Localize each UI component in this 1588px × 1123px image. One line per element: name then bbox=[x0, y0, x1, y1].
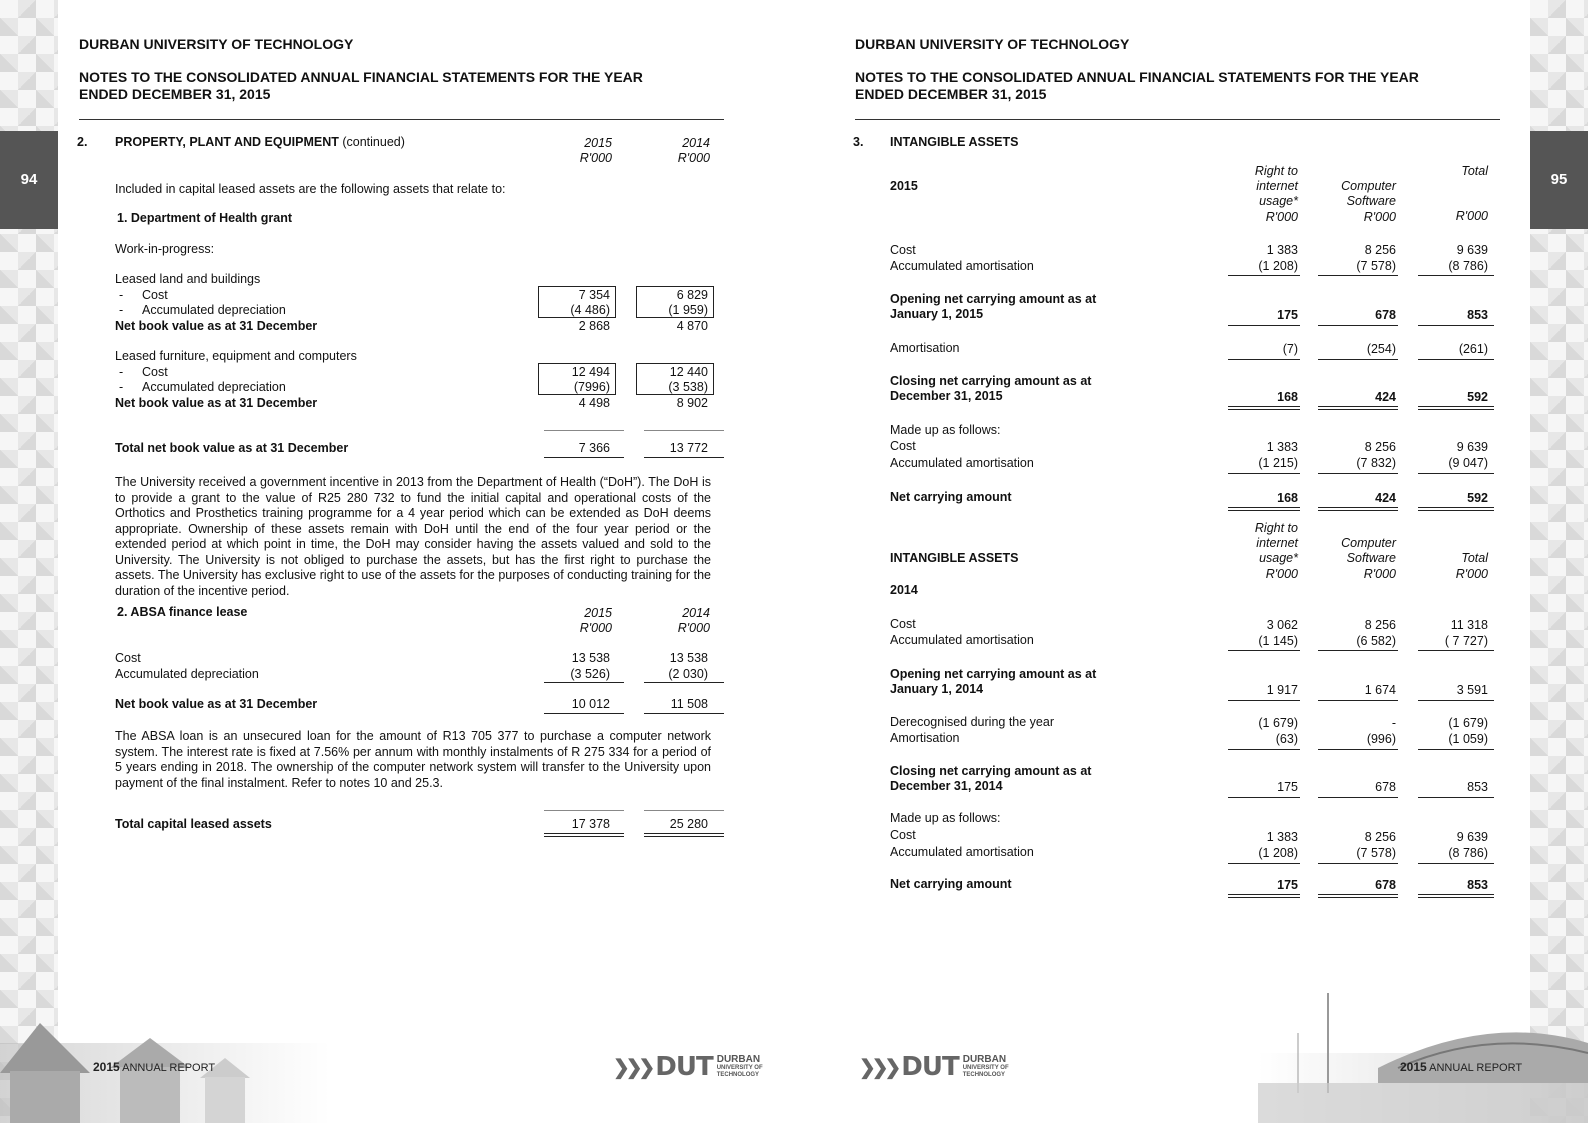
section-title-text: PROPERTY, PLANT AND EQUIPMENT bbox=[115, 135, 339, 149]
rule bbox=[1228, 650, 1300, 651]
logo-line3: TECHNOLOGY bbox=[716, 1072, 760, 1078]
rule bbox=[1418, 275, 1494, 276]
derec-2014-c: (1 679) bbox=[1448, 716, 1488, 730]
section-title bbox=[115, 135, 405, 149]
subsection-absa: 2. ABSA finance lease bbox=[117, 605, 248, 619]
page-number-right: 95 bbox=[1530, 131, 1588, 229]
cost-label: Cost bbox=[142, 365, 168, 379]
amort-2015-b: (254) bbox=[1366, 342, 1396, 356]
footer-label: ANNUAL REPORT bbox=[1429, 1062, 1523, 1074]
net-2014-c: 853 bbox=[1467, 878, 1488, 892]
opening-2015-line1: Opening net carrying amount as at bbox=[890, 292, 1097, 306]
opening-2014-b: 1 674 bbox=[1364, 683, 1396, 697]
mu-cost-2014-b: 8 256 bbox=[1364, 830, 1396, 844]
col-a-line1: Right to bbox=[1254, 164, 1298, 178]
acc-2015-a: (1 208) bbox=[1258, 259, 1298, 273]
double-rule bbox=[1228, 894, 1300, 898]
acc-2015-b: (7 578) bbox=[1356, 259, 1396, 273]
rule bbox=[1318, 325, 1398, 326]
col-unit: R'000 bbox=[677, 151, 710, 165]
section3-number: 3. bbox=[853, 135, 864, 149]
footer-year: 2015 bbox=[1400, 1060, 1427, 1074]
absa-acc-label: Accumulated depreciation bbox=[115, 667, 259, 681]
closing-2015-line1: Closing net carrying amount as at bbox=[890, 374, 1092, 388]
opening-2014-c: 3 591 bbox=[1456, 683, 1488, 697]
rule bbox=[1318, 359, 1398, 360]
rule bbox=[644, 810, 724, 811]
logo-text: DUT bbox=[901, 1052, 959, 1082]
col-c-unit: R'000 bbox=[1455, 209, 1488, 223]
opening-2015-b: 678 bbox=[1375, 308, 1396, 322]
absa-nbv-label: Net book value as at 31 December bbox=[115, 697, 318, 711]
acc-2014-c: ( 7 727) bbox=[1444, 634, 1488, 648]
rule bbox=[1418, 749, 1494, 750]
derec-2014-b: - bbox=[1391, 716, 1396, 730]
double-rule bbox=[1418, 894, 1494, 898]
mu-acc-2015-a: (1 215) bbox=[1258, 456, 1298, 470]
net-2015-a: 168 bbox=[1277, 491, 1298, 505]
rule bbox=[544, 682, 624, 683]
opening-2014-line1: Opening net carrying amount as at bbox=[890, 667, 1097, 681]
rule bbox=[644, 430, 724, 431]
absa-nbv-2015: 10 012 bbox=[571, 697, 610, 711]
closing-2014-b: 678 bbox=[1375, 780, 1396, 794]
amort-2014-a: (63) bbox=[1275, 732, 1298, 746]
total-capital-2014: 25 280 bbox=[669, 817, 708, 831]
rule bbox=[1318, 863, 1398, 864]
rule bbox=[1318, 700, 1398, 701]
rule bbox=[1318, 275, 1398, 276]
col-2014: 2014 bbox=[682, 606, 710, 620]
cost-2015-a: 1 383 bbox=[1266, 243, 1298, 257]
col-c-unit: R'000 bbox=[1455, 567, 1488, 581]
mu-acc-2015-c: (9 047) bbox=[1448, 456, 1488, 470]
acc-dep-label: Accumulated depreciation bbox=[142, 303, 286, 317]
acc-amort-label: Accumulated amortisation bbox=[890, 259, 1034, 273]
double-rule bbox=[1418, 406, 1494, 410]
closing-2015-c: 592 bbox=[1467, 390, 1488, 404]
net-2014-b: 678 bbox=[1375, 878, 1396, 892]
intro-text: Included in capital leased assets are the following assets that relate to: bbox=[115, 182, 506, 196]
rule bbox=[1228, 473, 1300, 474]
col-c-total: Total bbox=[1461, 551, 1488, 565]
amortisation-label: Amortisation bbox=[890, 341, 960, 355]
col-b-unit: R'000 bbox=[1363, 210, 1396, 224]
furn-nbv-2015: 4 498 bbox=[578, 396, 610, 410]
rule bbox=[1228, 749, 1300, 750]
rule bbox=[1228, 325, 1300, 326]
rule bbox=[544, 430, 624, 431]
mu-cost-2015-a: 1 383 bbox=[1266, 440, 1298, 454]
land-title: Leased land and buildings bbox=[115, 272, 261, 286]
net-carrying-label: Net carrying amount bbox=[890, 490, 1012, 504]
double-rule bbox=[1228, 507, 1300, 511]
furniture-title: Leased furniture, equipment and computers bbox=[115, 349, 357, 363]
land-acc-2014: (1 959) bbox=[668, 303, 708, 317]
col-a-unit: R'000 bbox=[1265, 567, 1298, 581]
derec-2014-a: (1 679) bbox=[1258, 716, 1298, 730]
net-2015-c: 592 bbox=[1467, 491, 1488, 505]
header-rule-left bbox=[79, 119, 724, 120]
furn-cost-2014: 12 440 bbox=[669, 365, 708, 379]
absa-acc-2014: (2 030) bbox=[668, 667, 708, 681]
rule bbox=[1418, 473, 1494, 474]
cost-2015-b: 8 256 bbox=[1364, 243, 1396, 257]
acc-2015-c: (8 786) bbox=[1448, 259, 1488, 273]
double-rule bbox=[1418, 507, 1494, 511]
col-unit: R'000 bbox=[579, 151, 612, 165]
year-2015: 2015 bbox=[890, 179, 918, 193]
net-2015-b: 424 bbox=[1375, 491, 1396, 505]
col-a-line3: usage* bbox=[1259, 551, 1298, 565]
opening-2015-line2: January 1, 2015 bbox=[890, 307, 984, 321]
absa-acc-2015: (3 526) bbox=[570, 667, 610, 681]
dash: - bbox=[119, 303, 124, 317]
col-2014: 2014 bbox=[682, 136, 710, 150]
land-cost-2015: 7 354 bbox=[578, 288, 610, 302]
furn-cost-2015: 12 494 bbox=[571, 365, 610, 379]
stadium-illustration bbox=[1258, 983, 1588, 1123]
made-up-label: Made up as follows: bbox=[890, 423, 1001, 437]
rule bbox=[1228, 700, 1300, 701]
double-rule bbox=[544, 833, 624, 837]
nbv-label: Net book value as at 31 December bbox=[115, 396, 318, 410]
absa-cost-2014: 13 538 bbox=[669, 651, 708, 665]
net-carrying-label: Net carrying amount bbox=[890, 877, 1012, 891]
total-nbv-2014: 13 772 bbox=[669, 441, 708, 455]
rule bbox=[1228, 863, 1300, 864]
absa-cost-2015: 13 538 bbox=[571, 651, 610, 665]
rule bbox=[1418, 700, 1494, 701]
double-rule bbox=[644, 833, 724, 837]
col-a-unit: R'000 bbox=[1265, 210, 1298, 224]
amort-2014-c: (1 059) bbox=[1448, 732, 1488, 746]
closing-2014-line2: December 31, 2014 bbox=[890, 779, 1003, 793]
cost-2014-b: 8 256 bbox=[1364, 618, 1396, 632]
col-a-line1: Right to bbox=[1254, 521, 1298, 535]
acc-amort-label: Accumulated amortisation bbox=[890, 845, 1034, 859]
mu-acc-2015-b: (7 832) bbox=[1356, 456, 1396, 470]
total-capital-2015: 17 378 bbox=[571, 817, 610, 831]
logo-line2: UNIVERSITY OF bbox=[716, 1065, 763, 1071]
closing-2015-a: 168 bbox=[1277, 390, 1298, 404]
footer-label: ANNUAL REPORT bbox=[122, 1062, 216, 1074]
cost-label: Cost bbox=[890, 439, 916, 453]
col-a-line2: internet bbox=[1256, 179, 1298, 193]
acc-2014-b: (6 582) bbox=[1356, 634, 1396, 648]
furn-nbv-2014: 8 902 bbox=[676, 396, 708, 410]
intangible-title-2014: INTANGIBLE ASSETS bbox=[890, 551, 1019, 565]
rule bbox=[1228, 797, 1300, 798]
double-rule bbox=[1228, 406, 1300, 410]
col-2015: 2015 bbox=[584, 606, 612, 620]
absa-nbv-2014: 11 508 bbox=[670, 697, 708, 711]
col-b-line1: Computer bbox=[1341, 179, 1396, 193]
double-rule bbox=[1318, 406, 1398, 410]
subsection-doh: 1. Department of Health grant bbox=[117, 211, 293, 225]
col-unit: R'000 bbox=[579, 621, 612, 635]
huts-illustration bbox=[0, 983, 330, 1123]
dash: - bbox=[119, 288, 124, 302]
rule bbox=[544, 810, 624, 811]
cost-label: Cost bbox=[890, 617, 916, 631]
opening-2015-a: 175 bbox=[1277, 308, 1298, 322]
notes-title-right-2: ENDED DECEMBER 31, 2015 bbox=[855, 86, 1047, 102]
dut-logo-left bbox=[613, 1052, 763, 1082]
derecognised-label: Derecognised during the year bbox=[890, 715, 1054, 729]
mu-cost-2014-a: 1 383 bbox=[1266, 830, 1298, 844]
rule bbox=[1418, 359, 1494, 360]
col-c-total: Total bbox=[1461, 164, 1488, 178]
rule bbox=[1228, 359, 1300, 360]
acc-dep-label: Accumulated depreciation bbox=[142, 380, 286, 394]
footer-annual-report-left bbox=[93, 1060, 215, 1074]
notes-title-right-1: NOTES TO THE CONSOLIDATED ANNUAL FINANCIAL STATEMENTS FOR THE YEAR bbox=[855, 69, 1419, 85]
cost-2014-a: 3 062 bbox=[1266, 618, 1298, 632]
land-cost-2014: 6 829 bbox=[676, 288, 708, 302]
land-acc-2015: (4 486) bbox=[570, 303, 610, 317]
mu-acc-2014-a: (1 208) bbox=[1258, 846, 1298, 860]
section-number: 2. bbox=[77, 135, 88, 149]
closing-2014-line1: Closing net carrying amount as at bbox=[890, 764, 1092, 778]
rule bbox=[1318, 797, 1398, 798]
nbv-label: Net book value as at 31 December bbox=[115, 319, 318, 333]
total-nbv-label: Total net book value as at 31 December bbox=[115, 441, 349, 455]
logo-line1: DURBAN bbox=[716, 1054, 761, 1065]
notes-title-left-2: ENDED DECEMBER 31, 2015 bbox=[79, 86, 271, 102]
rule bbox=[544, 457, 624, 458]
year-2014: 2014 bbox=[890, 583, 918, 597]
footer-year: 2015 bbox=[93, 1060, 120, 1074]
land-nbv-2014: 4 870 bbox=[676, 319, 708, 333]
col-a-line3: usage* bbox=[1259, 194, 1298, 208]
cost-2015-c: 9 639 bbox=[1456, 243, 1488, 257]
institution-title-left: DURBAN UNIVERSITY OF TECHNOLOGY bbox=[79, 36, 354, 52]
mu-cost-2014-c: 9 639 bbox=[1456, 830, 1488, 844]
rule bbox=[1418, 797, 1494, 798]
acc-2014-a: (1 145) bbox=[1258, 634, 1298, 648]
col-b-line1: Computer bbox=[1341, 536, 1396, 550]
rule bbox=[1318, 650, 1398, 651]
cost-label: Cost bbox=[142, 288, 168, 302]
dash: - bbox=[119, 380, 124, 394]
mu-acc-2014-c: (8 786) bbox=[1448, 846, 1488, 860]
dut-logo-right bbox=[859, 1052, 1009, 1082]
mu-cost-2015-c: 9 639 bbox=[1456, 440, 1488, 454]
amortisation-label: Amortisation bbox=[890, 731, 960, 745]
col-b-unit: R'000 bbox=[1363, 567, 1396, 581]
col-a-line2: internet bbox=[1256, 536, 1298, 550]
acc-amort-label: Accumulated amortisation bbox=[890, 633, 1034, 647]
furn-acc-2014: (3 538) bbox=[668, 380, 708, 394]
cost-label: Cost bbox=[890, 243, 916, 257]
mu-acc-2014-b: (7 578) bbox=[1356, 846, 1396, 860]
rule bbox=[544, 713, 624, 714]
acc-amort-label: Accumulated amortisation bbox=[890, 456, 1034, 470]
rule bbox=[1418, 863, 1494, 864]
col-unit: R'000 bbox=[677, 621, 710, 635]
logo-line3: TECHNOLOGY bbox=[962, 1072, 1006, 1078]
absa-cost-label: Cost bbox=[115, 651, 141, 665]
dash: - bbox=[119, 365, 124, 379]
closing-2014-c: 853 bbox=[1467, 780, 1488, 794]
logo-line1: DURBAN bbox=[962, 1054, 1007, 1065]
amort-2015-c: (261) bbox=[1458, 342, 1488, 356]
rule bbox=[1418, 325, 1494, 326]
section-suffix: (continued) bbox=[342, 135, 405, 149]
logo-text: DUT bbox=[655, 1052, 713, 1082]
absa-paragraph: The ABSA loan is an unsecured loan for the amount of R13 705 377 to purchase a computer network system. The interest rate is fixed at 7.56% per annum with monthly instalments of R 275 334 for a period of 5 years ending in 2018. The ownership of the computer network system will transfer to the University upon payment of the final instalment. Refer to notes 10 and 25.3. bbox=[115, 729, 711, 790]
opening-2014-a: 1 917 bbox=[1266, 683, 1298, 697]
section3-title: INTANGIBLE ASSETS bbox=[890, 135, 1019, 149]
mu-cost-2015-b: 8 256 bbox=[1364, 440, 1396, 454]
amort-2015-a: (7) bbox=[1282, 342, 1298, 356]
made-up-label: Made up as follows: bbox=[890, 811, 1001, 825]
header-rule-right bbox=[855, 119, 1500, 120]
double-rule bbox=[1318, 894, 1398, 898]
col-2015: 2015 bbox=[584, 136, 612, 150]
col-b-line2: Software bbox=[1346, 194, 1396, 208]
logo-line2: UNIVERSITY OF bbox=[962, 1065, 1009, 1071]
land-nbv-2015: 2 868 bbox=[578, 319, 610, 333]
page-number-left: 94 bbox=[0, 131, 58, 229]
opening-2015-c: 853 bbox=[1467, 308, 1488, 322]
net-2014-a: 175 bbox=[1277, 878, 1298, 892]
amort-2014-b: (996) bbox=[1366, 732, 1396, 746]
rule bbox=[1228, 275, 1300, 276]
col-b-line2: Software bbox=[1346, 551, 1396, 565]
double-rule bbox=[1318, 507, 1398, 511]
footer-annual-report-right bbox=[1400, 1060, 1522, 1074]
rule bbox=[644, 457, 724, 458]
closing-2015-b: 424 bbox=[1375, 390, 1396, 404]
chevron-logo-icon: ❯❯❯ bbox=[859, 1056, 898, 1079]
doh-paragraph: The University received a government incentive in 2013 from the Department of Health (“DoH”). The DoH is to provide a grant to the value of R25 280 732 to fund the initial capital and operational costs of the Orthotics and Prosthetics training programme for a 4 year period which can be extended as DoH deems appropriate. Ownership of these assets remain with DoH until the end of the four year period or the extended period at which point in time, the DoH may consider having the assets valued and sold to the University. The University is not obliged to purchase the assets, but has the first right to purchase the assets. The University has exclusive right to use of the assets for the purposes of conducting training for the duration of the incentive period. bbox=[115, 475, 711, 598]
chevron-logo-icon: ❯❯❯ bbox=[613, 1056, 652, 1079]
total-capital-label: Total capital leased assets bbox=[115, 817, 272, 831]
closing-2014-a: 175 bbox=[1277, 780, 1298, 794]
total-nbv-2015: 7 366 bbox=[578, 441, 610, 455]
rule bbox=[644, 713, 724, 714]
rule bbox=[644, 682, 724, 683]
rule bbox=[1318, 473, 1398, 474]
wip-label: Work-in-progress: bbox=[115, 242, 215, 256]
institution-title-right: DURBAN UNIVERSITY OF TECHNOLOGY bbox=[855, 36, 1130, 52]
furn-acc-2015: (7996) bbox=[573, 380, 610, 394]
opening-2014-line2: January 1, 2014 bbox=[890, 682, 984, 696]
closing-2015-line2: December 31, 2015 bbox=[890, 389, 1003, 403]
cost-2014-c: 11 318 bbox=[1450, 618, 1488, 632]
rule bbox=[1318, 749, 1398, 750]
cost-label: Cost bbox=[890, 828, 916, 842]
rule bbox=[1418, 650, 1494, 651]
notes-title-left-1: NOTES TO THE CONSOLIDATED ANNUAL FINANCIAL STATEMENTS FOR THE YEAR bbox=[79, 69, 643, 85]
